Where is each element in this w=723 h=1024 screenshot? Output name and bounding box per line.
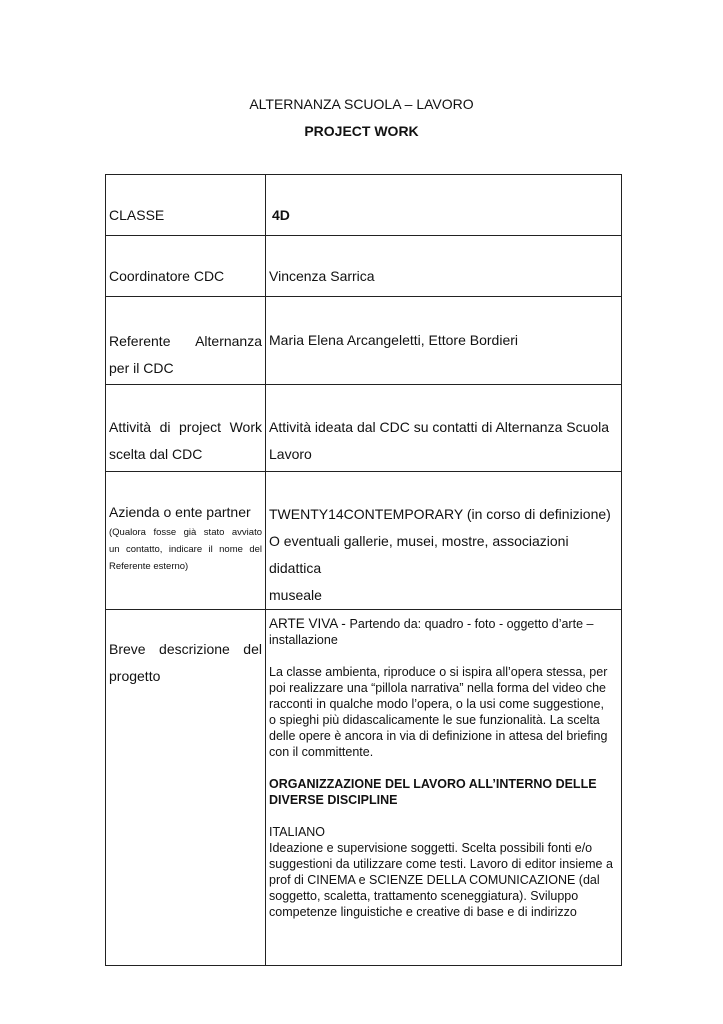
- breve-subject: ITALIANO: [269, 825, 326, 839]
- breve-intro-title: ARTE VIVA -: [269, 616, 350, 631]
- document-title: ALTERNANZA SCUOLA – LAVORO: [249, 96, 474, 112]
- breve-subject-text: Ideazione e supervisione soggetti. Scelta possibili fonti e/o suggestioni da utilizzare come testi. Lavoro di editor insieme a prof di CINEMA e SCIENZE DELLA COMUNICAZIONE (dal soggetto, scaletta, trattamento sceneggiatura). Sviluppo competenze linguistiche e creative di base e di indirizzo: [269, 841, 613, 919]
- attivita-label-line2: scelta dal CDC: [109, 446, 203, 462]
- breve-label-cell: [106, 610, 266, 966]
- azienda-value-line2: O eventuali gallerie, musei, mostre, associazioni didattica: [269, 533, 569, 576]
- breve-label-line2: progetto: [109, 668, 161, 684]
- azienda-value-cell: [266, 472, 622, 610]
- classe-value-cell: [266, 175, 622, 236]
- classe-label: CLASSE: [109, 207, 165, 223]
- breve-label-line1: Breve descrizione del: [109, 641, 262, 657]
- breve-paragraph: La classe ambienta, riproduce o si ispira all’opera stessa, per poi realizzare una “pillola narrativa” nella forma del video che racconti in qualche modo l’opera, o la usi come suggestione, o spieghi più didascalicamente le sue funzionalità. La scelta delle opere è ancora in via di definizione in attesa del briefing con il committente.: [269, 665, 608, 759]
- azienda-note-line3: Referente esterno): [109, 561, 189, 572]
- row-attivita: [106, 385, 622, 472]
- referente-label-line2: per il CDC: [109, 360, 174, 376]
- attivita-value-line2: Lavoro: [269, 446, 312, 462]
- project-table: [105, 174, 622, 966]
- row-classe: [106, 175, 622, 236]
- row-coordinatore: [106, 236, 622, 297]
- classe-value: 4D: [272, 207, 290, 223]
- coordinatore-value: Vincenza Sarrica: [269, 268, 375, 284]
- attivita-value-line1: Attività ideata dal CDC su contatti di Alternanza Scuola: [269, 419, 610, 435]
- referente-value-cell: [266, 297, 622, 385]
- attivita-value-cell: [266, 385, 622, 472]
- azienda-note-line1: (Qualora fosse già stato avviato: [109, 527, 262, 538]
- document-subtitle: PROJECT WORK: [304, 123, 419, 139]
- coordinatore-label: Coordinatore CDC: [109, 268, 225, 284]
- row-breve: [106, 610, 622, 966]
- row-azienda: [106, 472, 622, 610]
- referente-label-cell: [106, 297, 266, 385]
- breve-intro: [269, 616, 613, 648]
- breve-heading: ORGANIZZAZIONE DEL LAVORO ALL’INTERNO DELLE DIVERSE DISCIPLINE: [269, 777, 597, 807]
- azienda-label-cell: [106, 472, 266, 610]
- azienda-value-line1: TWENTY14CONTEMPORARY (in corso di definizione): [269, 506, 611, 522]
- attivita-label-cell: [106, 385, 266, 472]
- breve-intro-text: Partendo da: quadro - foto - oggetto d’arte – installazione: [269, 617, 594, 647]
- referente-label-line1: Referente Alternanza: [109, 333, 262, 349]
- referente-value: Maria Elena Arcangeletti, Ettore Bordieri: [269, 332, 519, 348]
- breve-value-cell: [266, 610, 622, 966]
- row-referente: [106, 297, 622, 385]
- azienda-value-line3: museale: [269, 587, 322, 603]
- classe-label-cell: [106, 175, 266, 236]
- azienda-note-line2: un contatto, indicare il nome del: [109, 544, 262, 555]
- coordinatore-label-cell: [106, 236, 266, 297]
- coordinatore-value-cell: [266, 236, 622, 297]
- attivita-label-line1: Attività di project Work: [109, 419, 262, 435]
- azienda-label: Azienda o ente partner: [109, 504, 251, 520]
